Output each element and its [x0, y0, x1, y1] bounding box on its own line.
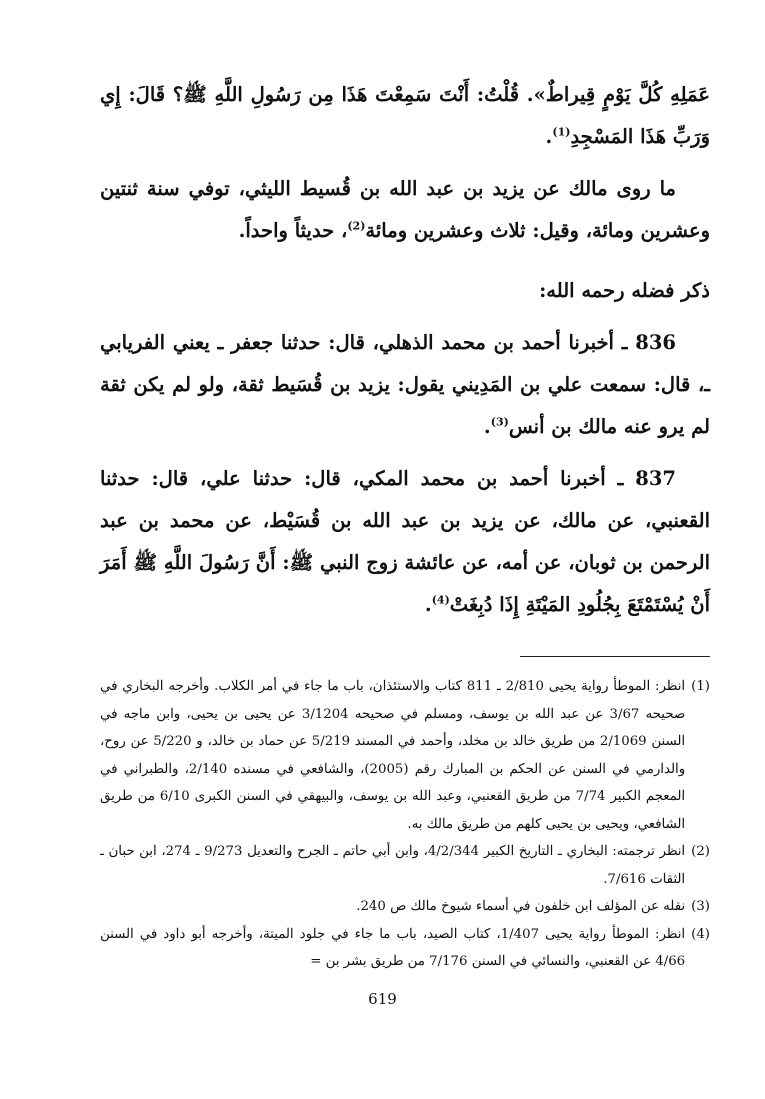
hadith-number: 837 ـ — [617, 467, 676, 490]
hadith-837: 837 ـ أخبرنا أحمد بن محمد المكي، قال: حدثنا علي، قال: حدثنا القعنبي، عن مالك، عن يزيد بن عبد الله بن قُسَيْط، عن محمد بن عبد الرحمن بن ثوبان، عن أمه، عن عائشة زوج النبي ﷺ: أَنَّ رَسُولَ اللَّهِ ﷺ أَمَرَ أَنْ يُسْتَمْتَعَ بِجُلُودِ المَيْتَةِ إِذَا دُبِغَتْ$^{(4)}$. — [100, 467, 710, 616]
section-heading: ذكر فضله رحمه الله: — [539, 279, 710, 302]
narrator-text: ما روى مالك عن يزيد بن عبد الله بن قُسيط الليثي، توفي سنة ثنتين وعشرين ومائة، وقيل: ثلاث وعشرين ومائة — [100, 177, 710, 242]
footnote-4: (4) انظر: الموطأ رواية يحيى 1/407، كتاب الصيد، باب ما جاء في جلود الميتة، وأخرجه أبو داود في السنن 4/66 عن القعنبي، والنسائي في السنن 7/176 من طريق بشر بن = — [100, 926, 710, 969]
footnote-ref-3: (3) — [490, 415, 509, 429]
paragraph-narrator: ما روى مالك عن يزيد بن عبد الله بن قُسيط الليثي، توفي سنة ثنتين وعشرين ومائة، وقيل: ثلاث وعشرين ومائة$^{(2)}$، حديثاً واحداً. — [100, 177, 710, 242]
main-text — [100, 74, 710, 626]
footnote-2: (2) انظر ترجمته: البخاري ـ التاريخ الكبير 4/2/344، وابن أبي حاتم ـ الجرح والتعديل 9/273 ـ 274، ابن حبان ـ الثقات 7/616. — [100, 844, 710, 887]
hadith-text: عَمَلِهِ كُلَّ يَوْمٍ قِيراطٌ». قُلْتُ: أَنْتَ سَمِعْتَ هَذَا مِن رَسُولِ اللَّهِ ﷺ؟ قَالَ: إِي وَرَبِّ هَذَا المَسْجِدِ — [100, 83, 710, 148]
footnote-ref-2: (2) — [347, 219, 366, 233]
footnote-ref-1: (1) — [552, 125, 571, 139]
footnote-ref-4: (4) — [431, 593, 450, 607]
footnotes — [100, 673, 710, 976]
page-content — [100, 74, 710, 976]
page-number: 619 — [368, 990, 397, 1008]
footnote-divider — [520, 656, 710, 657]
footnote-1: (1) انظر: الموطأ رواية يحيى 2/810 ـ 811 كتاب والاستئذان، باب ما جاء في أمر الكلاب. وأخرجه البخاري في صحيحه 3/67 عن عبد الله بن يوسف، ومسلم في صحيحه 3/1204 عن يحيى بن يحيى، وابن ماجه في السنن 2/1069 من طريق خالد بن مخلد، وأحمد في المسند 5/219 عن حماد بن خالد، و 5/220 عن روح، والدارمي في السنن عن الحكم بن المبارك رقم (2005)، والشافعي في مسنده 2/140، والطبراني في المعجم الكبير 7/74 من طريق القعنبي، وعبد الله بن يوسف، والبيهقي في السنن الكبرى 6/10 من طريق الشافعي، ويحيى بن يحيى كلهم من طريق مالك به. — [100, 679, 710, 832]
footnote-3: (3) نقله عن المؤلف ابن خلفون في أسماء شيوخ مالك ص 240. — [356, 899, 710, 914]
hadith-836: 836 ـ أخبرنا أحمد بن محمد الذهلي، قال: حدثنا جعفر ـ يعني الفريابي ـ، قال: سمعت علي بن المَدِيني يقول: يزيد بن قُسَيط ثقة، ولو لم يكن ثقة لم يرو عنه مالك بن أنس$^{(3)}$. — [100, 331, 710, 438]
paragraph-hadith-end: عَمَلِهِ كُلَّ يَوْمٍ قِيراطٌ». قُلْتُ: أَنْتَ سَمِعْتَ هَذَا مِن رَسُولِ اللَّهِ ﷺ؟ قَالَ: إِي وَرَبِّ هَذَا المَسْجِدِ$^{(1)}$. — [100, 83, 710, 148]
hadith-number: 836 ـ — [621, 331, 676, 354]
